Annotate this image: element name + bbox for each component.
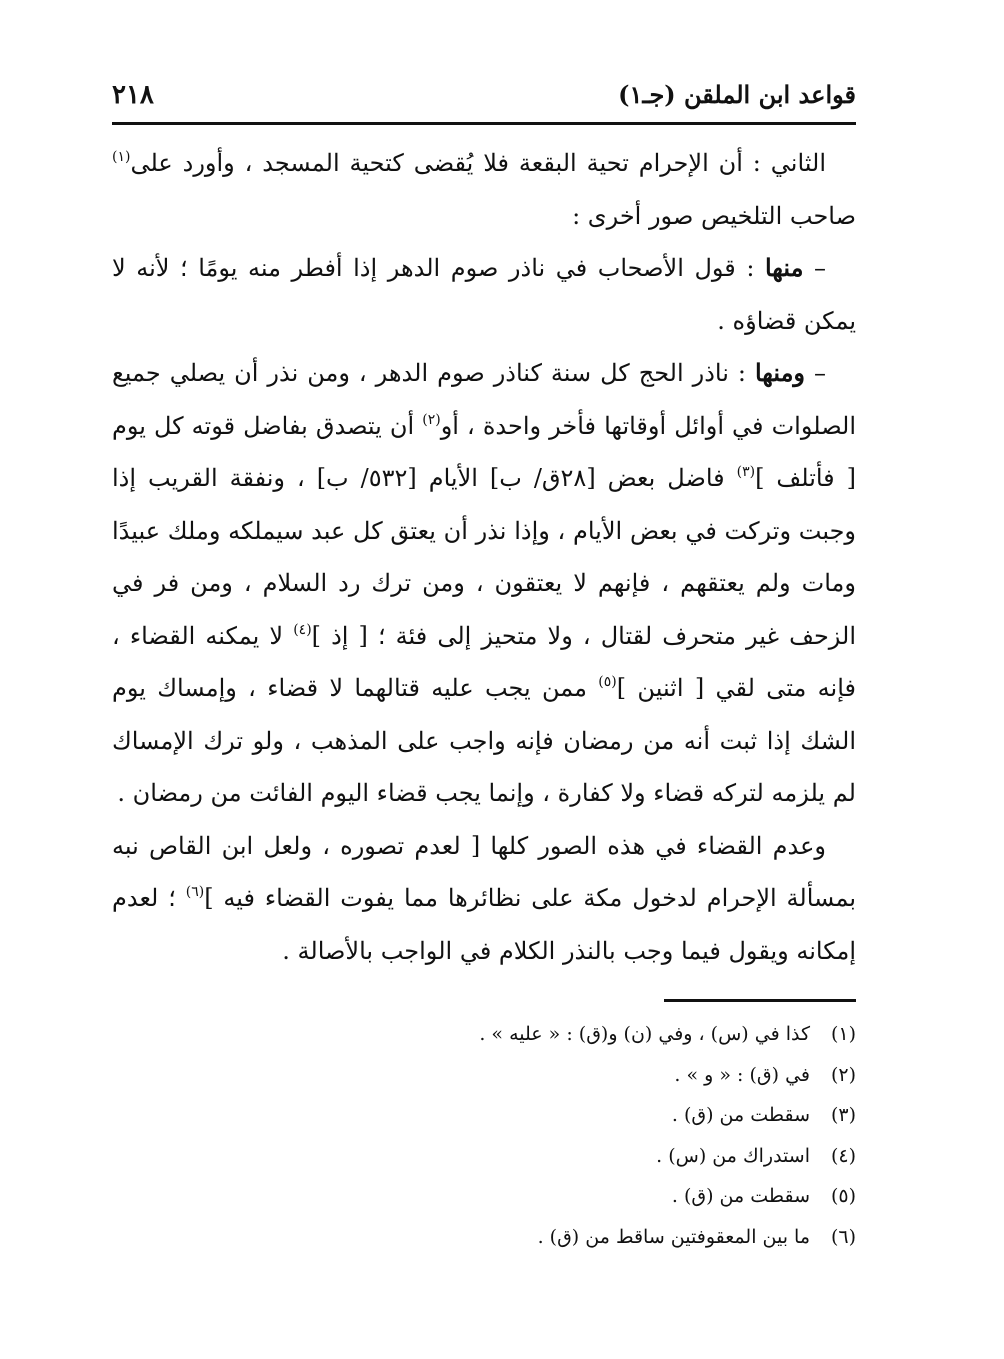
paragraph: – منها : قول الأصحاب في ناذر صوم الدهر إذا أفطر منه يومًا ؛ لأنه لا يمكن قضاؤه . [112,253,856,335]
footnote-number: (٦) [830,1225,856,1248]
footnote-item [112,1095,856,1136]
footnotes [112,1014,856,1257]
running-header [112,70,856,125]
paragraph: الثاني : أن الإحرام تحية البقعة فلا يُقضى كتحية المسجد ، وأورد على$^{(١)}$ صاحب التلخيص صور أخرى : [112,149,856,230]
footnote-number: (٣) [830,1104,856,1126]
bold-keyword: ومنها [754,358,806,387]
footnote-ref: (٣) [736,464,756,480]
bold-keyword: منها [764,253,804,282]
footnote-ref: (١) [112,149,131,165]
footnote-text: في (ق) : « و » . [674,1063,810,1086]
footnote-item [112,1055,856,1096]
footnote-item [112,1217,856,1258]
paragraph: وعدم القضاء في هذه الصور كلها [ لعدم تصوره ، ولعل ابن القاص نبه بمسألة الإحرام لدخول مكة على نظائرها مما يفوت القضاء فيه ]$^{(٦)}$ ؛ لعدم إمكانه ويقول فيما وجب بالنذر الكلام في الواجب بالأصالة . [112,831,857,965]
footnote-number: (١) [830,1023,856,1045]
footnote-ref: (٥) [598,674,617,690]
main-text [112,137,856,977]
footnote-number: (٤) [830,1144,856,1167]
paragraph: – ومنها : ناذر الحج كل سنة كناذر صوم الدهر ، ومن نذر أن يصلي جميع الصلوات في أوائل أوقاتها فأخر واحدة ، أو$^{(٢)}$ أن يتصدق بفاضل قوته كل يوم [ فأتلف ]$^{(٣)}$ فاضل بعض [٢٨ق/ ب] الأيام [٥٣٢/ ب] ، ونفقة القريب إذا وجبت وتركت في بعض الأيام ، وإذا نذر أن يعتق كل عبد سيملكه وملك عبيدًا ومات ولم يعتقهم ، فإنهم لا يعتقون ، ومن ترك رد السلام ، ومن فر في الزحف غير متحرف لقتال ، ولا متحيز إلى فئة ؛ [ إذ ]$^{(٤)}$ لا يمكنه القضاء ، فإنه متى لقي [ اثنين ]$^{(٥)}$ ممن يجب عليه قتالهما لا قضاء ، وإمساك يوم الشك إذا ثبت أنه من رمضان فإنه واجب على المذهب ، ولو ترك الإمساك لم يلزمه لتركه قضاء ولا كفارة ، وإنما يجب قضاء اليوم الفائت من رمضان . [112,358,857,807]
footnote-number: (٥) [830,1185,856,1207]
footnote-ref: (٦) [185,884,205,900]
footnote-number: (٢) [830,1063,856,1086]
page [112,70,856,1257]
footnote-ref: (٢) [422,411,441,428]
book-title: قواعد ابن الملقن (جـ١) [618,80,856,109]
footnote-text: سقطت من (ق) . [671,1104,810,1126]
footnote-ref: (٤) [293,621,312,638]
footnote-text: سقطت من (ق) . [671,1185,810,1207]
page-number: ٢١٨ [112,80,154,110]
footnote-text: استدراك من (س) . [656,1144,810,1167]
footnote-divider [664,999,856,1002]
footnote-item [112,1014,856,1055]
footnote-item [112,1176,856,1217]
footnote-text: ما بين المعقوفتين ساقط من (ق) . [537,1225,810,1248]
footnote-item [112,1136,856,1177]
footnote-text: كذا في (س) ، وفي (ن) و(ق) : « عليه » . [479,1023,810,1045]
